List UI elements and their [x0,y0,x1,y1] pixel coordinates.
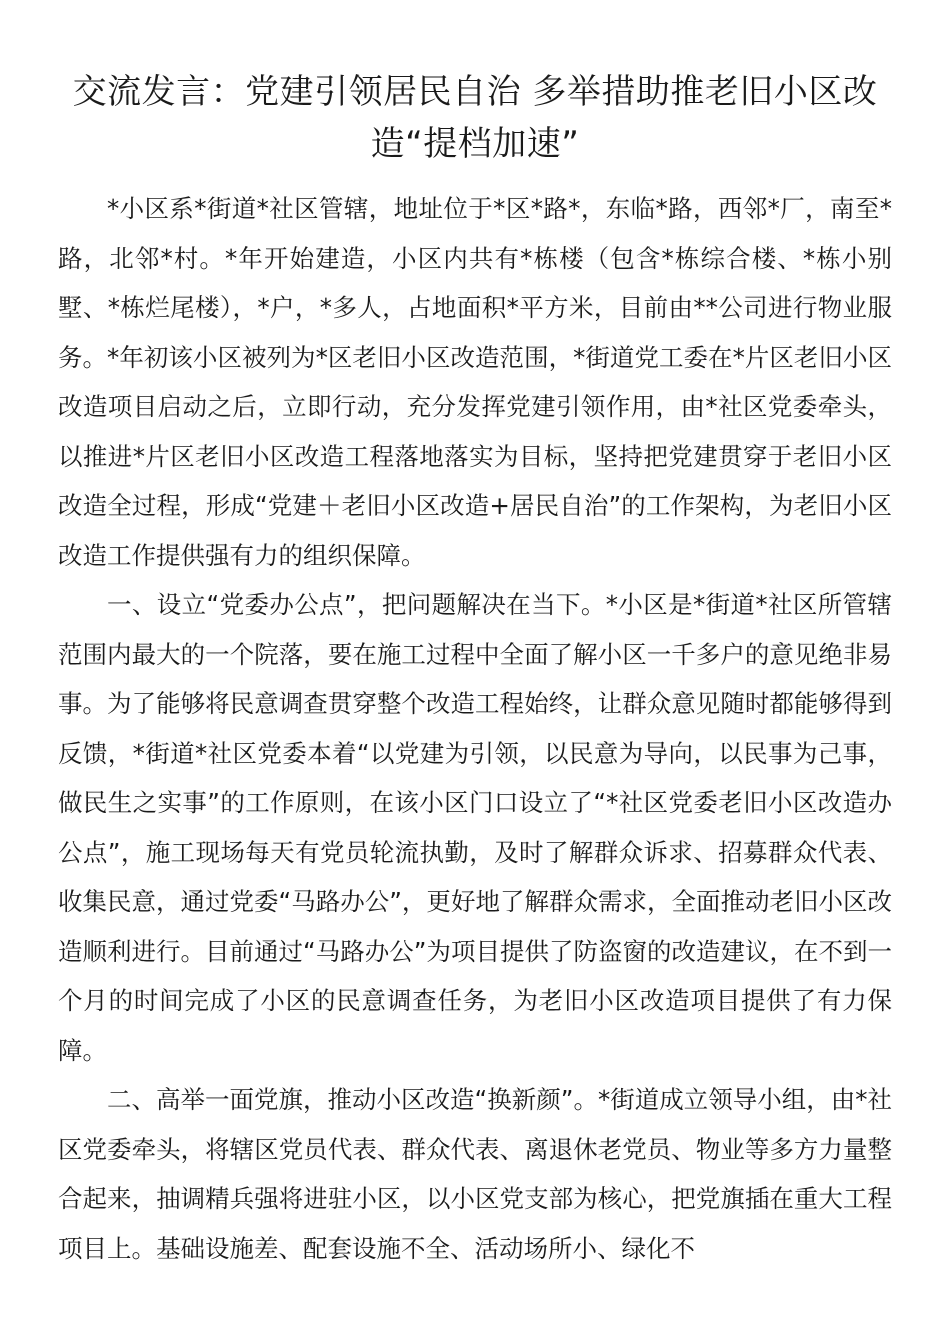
paragraph-section-1 [58,580,892,1075]
paragraph-intro [58,184,892,580]
paragraph-intro-text: *小区系*街道*社区管辖，地址位于*区*路*，东临*路，西邻*厂，南至*路，北邻*村。*年开始建造，小区内共有*栋楼（包含*栋综合楼、*栋小别墅、*栋烂尾楼），*户，*多人，占地面积*平方米，目前由**公司进行物业服务。*年初该小区被列为*区老旧小区改造范围，*街道党工委在*片区老旧小区改造项目启动之后，立即行动，充分发挥党建引领作用，由*社区党委牵头，以推进*片区老旧小区改造工程落地落实为目标，坚持把党建贯穿于老旧小区改造全过程，形成“党建＋老旧小区改造+居民自治”的工作架构，为老旧小区改造工作提供强有力的组织保障。 [58,194,892,570]
section-2-text: *街道成立领导小组，由*社区党委牵头，将辖区党员代表、群众代表、离退休老党员、物业等多方力量整合起来，抽调精兵强将进驻小区，以小区党支部为核心，把党旗插在重大工程项目上。基础设施差、配套设施不全、活动场所小、绿化不 [58,1085,892,1263]
section-1-heading: 一、设立“党委办公点”，把问题解决在当下。 [107,590,606,619]
section-2-heading: 二、高举一面党旗，推动小区改造“换新颜”。 [107,1085,598,1114]
section-1-text: *小区是*街道*社区所管辖范围内最大的一个院落，要在施工过程中全面了解小区一千多户的意见绝非易事。为了能够将民意调查贯穿整个改造工程始终，让群众意见随时都能够得到反馈，*街道*社区党委本着“以党建为引领，以民意为导向，以民事为己事，做民生之实事”的工作原则，在该小区门口设立了“*社区党委老旧小区改造办公点”，施工现场每天有党员轮流执勤，及时了解群众诉求、招募群众代表、收集民意，通过党委“马路办公”，更好地了解群众需求，全面推动老旧小区改造顺利进行。目前通过“马路办公”为项目提供了防盗窗的改造建议，在不到一个月的时间完成了小区的民意调查任务，为老旧小区改造项目提供了有力保障。 [58,590,892,1065]
document-title: 交流发言：党建引领居民自治 多举措助推老旧小区改造“提档加速” [72,72,878,164]
paragraph-section-2 [58,1075,892,1273]
document-page [58,66,892,1273]
